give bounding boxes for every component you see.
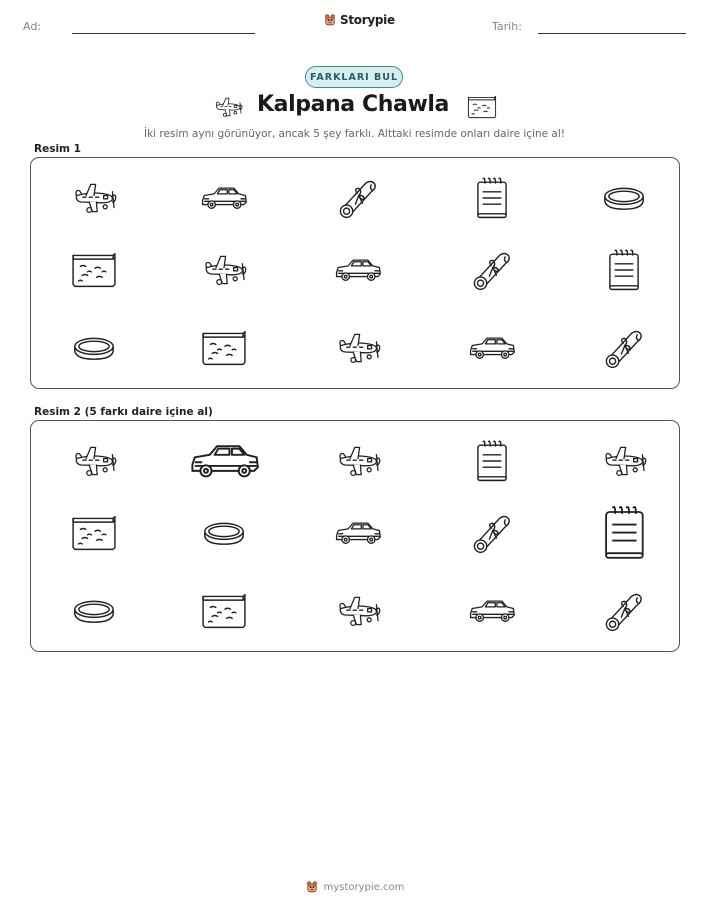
car-icon[interactable] (467, 334, 517, 362)
box-icon[interactable] (199, 328, 249, 368)
ring-icon[interactable] (600, 182, 648, 214)
ring-icon[interactable] (70, 595, 118, 627)
title-row (0, 92, 709, 124)
mascot-icon (323, 13, 337, 27)
airplane-icon[interactable] (70, 441, 118, 481)
airplane-icon (212, 94, 244, 120)
car-icon[interactable] (199, 184, 249, 212)
page-title: Kalpana Chawla (257, 92, 449, 117)
scroll-icon[interactable] (602, 326, 646, 370)
ring-icon[interactable] (200, 517, 248, 549)
picture1-label: Resim 1 (34, 143, 81, 155)
airplane-icon[interactable] (334, 591, 382, 631)
airplane-icon[interactable] (70, 178, 118, 218)
name-label: Ad: (23, 20, 42, 33)
date-label: Tarih: (492, 20, 522, 33)
picture2-label: Resim 2 (5 farkı daire içine al) (34, 406, 213, 418)
scroll-icon[interactable] (470, 248, 514, 292)
scroll-icon[interactable] (336, 176, 380, 220)
car-icon[interactable] (467, 597, 517, 625)
box-icon[interactable] (69, 250, 119, 290)
brand-logo (323, 13, 395, 27)
box-icon[interactable] (199, 591, 249, 631)
scroll-icon[interactable] (470, 511, 514, 555)
worksheet-badge: FARKLARI BUL (305, 66, 403, 88)
car-icon[interactable] (333, 256, 383, 284)
date-line[interactable] (538, 33, 686, 34)
instructions: İki resim aynı görünüyor, ancak 5 şey farklı. Alttaki resimde onları daire içine al! (144, 128, 565, 140)
footer (0, 880, 709, 894)
airplane-icon[interactable] (334, 441, 382, 481)
brand-name: Storypie (340, 13, 395, 27)
airplane-icon[interactable] (600, 441, 648, 481)
car-icon[interactable] (333, 519, 383, 547)
notepad-icon[interactable] (474, 439, 510, 483)
name-line[interactable] (72, 33, 255, 34)
ring-icon[interactable] (70, 332, 118, 364)
notepad-icon[interactable] (606, 248, 642, 292)
box-icon[interactable] (69, 513, 119, 553)
notepad-icon[interactable] (474, 176, 510, 220)
airplane-icon[interactable] (200, 250, 248, 290)
picture2-panel (30, 420, 680, 652)
footer-site[interactable]: mystorypie.com (323, 881, 405, 893)
mascot-icon (305, 880, 319, 894)
car-icon[interactable] (187, 440, 262, 482)
box-icon (466, 94, 498, 120)
picture1-panel (30, 157, 680, 389)
airplane-icon[interactable] (334, 328, 382, 368)
notepad-icon[interactable] (601, 504, 648, 561)
scroll-icon[interactable] (602, 589, 646, 633)
